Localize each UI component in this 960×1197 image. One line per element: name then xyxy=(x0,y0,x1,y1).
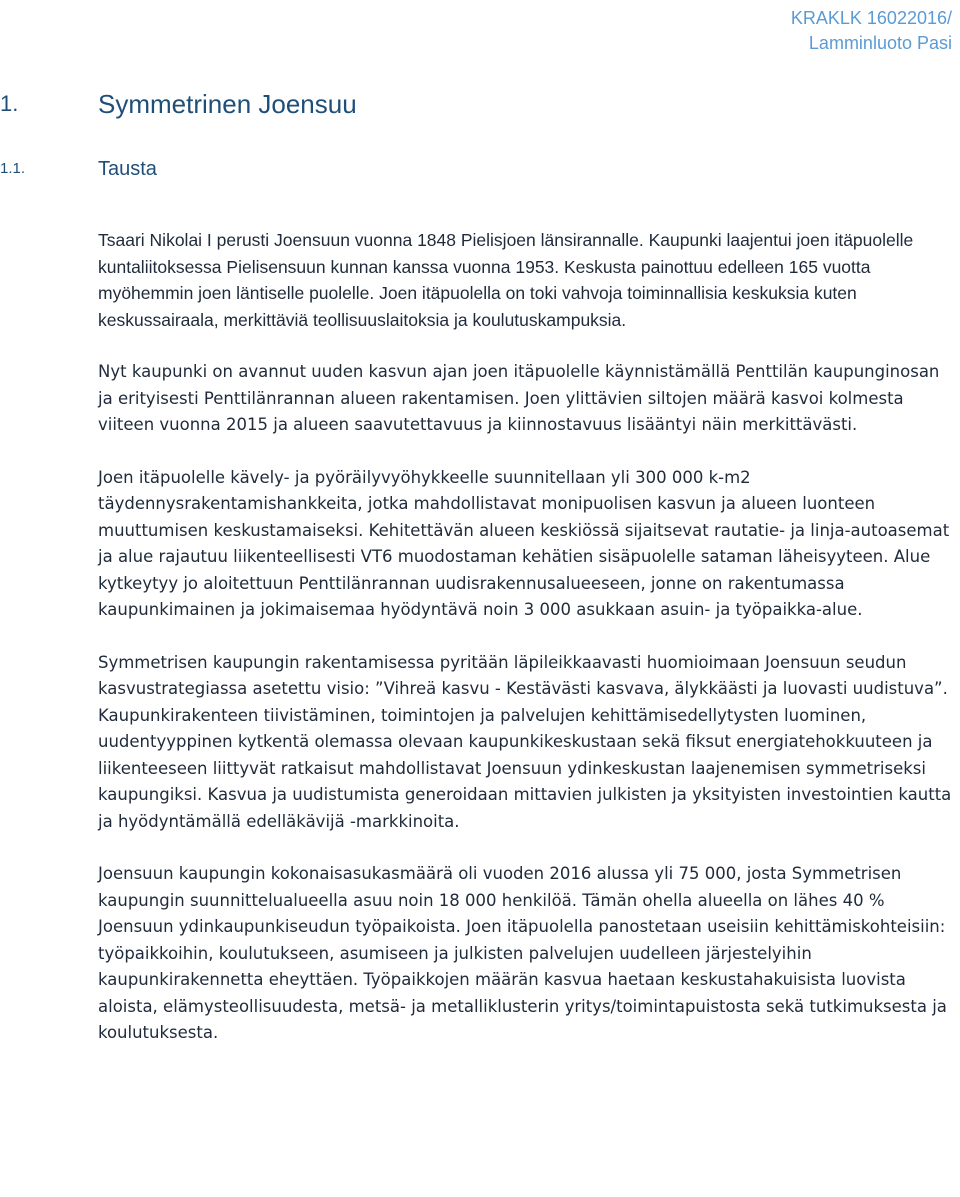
heading-2-title: Tausta xyxy=(98,158,157,180)
heading-2-number: 1.1. xyxy=(0,160,26,177)
header-line-1: KRAKLK 16022016/ xyxy=(790,8,952,28)
header-line-2: Lamminluoto Pasi xyxy=(808,33,952,53)
document-header-reference xyxy=(791,6,952,56)
paragraph-population-jobs: Joensuun kaupungin kokonaisasukasmäärä oli vuoden 2016 alussa yli 75 000, josta Symmetrisen kaupungin suunnittelualueella asuu noin 18 000 henkilöä. Tämän ohella alueella on lähes 40 % Joensuun ydinkaupunkiseudun työpaikoista. Joen itäpuolella panostetaan useisiin kehittämiskohteisiin: työpaikkoihin, koulutukseen, asumiseen ja julkisten palvelujen uudelleen järjestelyihin kaupunkirakennetta eheyttäen. Työpaikkojen määrän kasvua haetaan keskustahakuisista luovista aloista, elämysteollisuudesta, metsä- ja metalliklusterin yritys/toimintapuistosta sekä tutkimuksesta ja koulutuksesta. xyxy=(98,864,947,1042)
paragraph-east-side-development: Joen itäpuolelle kävely- ja pyöräilyvyöhykkeelle suunnitellaan yli 300 000 k-m2 täydennysrakentamishankkeita, jotka mahdollistavat monipuolisen kasvun ja alueen luonteen muuttumisen keskustamaiseksi. Kehitettävän alueen keskiössä sijaitsevat rautatie- ja linja-autoasemat ja alue rajautuu liikenteellisesti VT6 muodostaman kehätien sisäpuolelle sataman läheisyyteen. Alue kytkeytyy jo aloitettuun Penttilänrannan uudisrakennusalueeseen, jonne on rakentumassa kaupunkimainen ja jokimaisemaa hyödyntävä noin 3 000 asukkaan asuin- ja työpaikka-alue. xyxy=(98,467,950,619)
paragraph-history: Tsaari Nikolai I perusti Joensuun vuonna 1848 Pielisjoen länsirannalle. Kaupunki laajentui joen itäpuolelle kuntaliitoksessa Pielisensuun kunnan kanssa vuonna 1953. Keskusta painottuu edelleen 165 vuotta myöhemmin joen läntiselle puolelle. Joen itäpuolella on toki vahvoja toiminnallisia keskuksia kuten keskussairaala, merkittäviä teollisuuslaitoksia ja koulutuskampuksia. xyxy=(98,230,914,330)
paragraph-symmetric-city-vision: Symmetrisen kaupungin rakentamisessa pyritään läpileikkaavasti huomioimaan Joensuun seudun kasvustrategiassa asetettu visio: ”Vihreä kasvu - Kestävästi kasvava, älykkäästi ja luovasti uudistuva”. Kaupunkirakenteen tiivistäminen, toimintojen ja palvelujen kehittämisedellytysten luominen, uudentyyppinen kytkentä olemassa olevaan kaupunkikeskustaan sekä fiksut energiatehokkuuteen ja liikenteeseen liittyvät ratkaisut mahdollistavat Joensuun ydinkeskustan laajenemisen symmetriseksi kaupungiksi. Kasvua ja uudistumista generoidaan mittavien julkisten ja yksityisten investointien kautta ja hyödyntämällä edelläkävijä -markkinoita. xyxy=(98,652,952,831)
heading-1-title: Symmetrinen Joensuu xyxy=(98,89,357,119)
heading-1-number: 1. xyxy=(0,91,19,116)
document-body xyxy=(98,227,954,1047)
paragraph-new-growth: Nyt kaupunki on avannut uuden kasvun ajan joen itäpuolelle käynnistämällä Penttilän kaupunginosan ja erityisesti Penttilänrannan alueen rakentamisen. Joen ylittävien siltojen määrä kasvoi kolmesta viiteen vuonna 2015 ja alueen saavutettavuus ja kiinnostavuus lisääntyi näin merkittävästi. xyxy=(98,362,940,434)
